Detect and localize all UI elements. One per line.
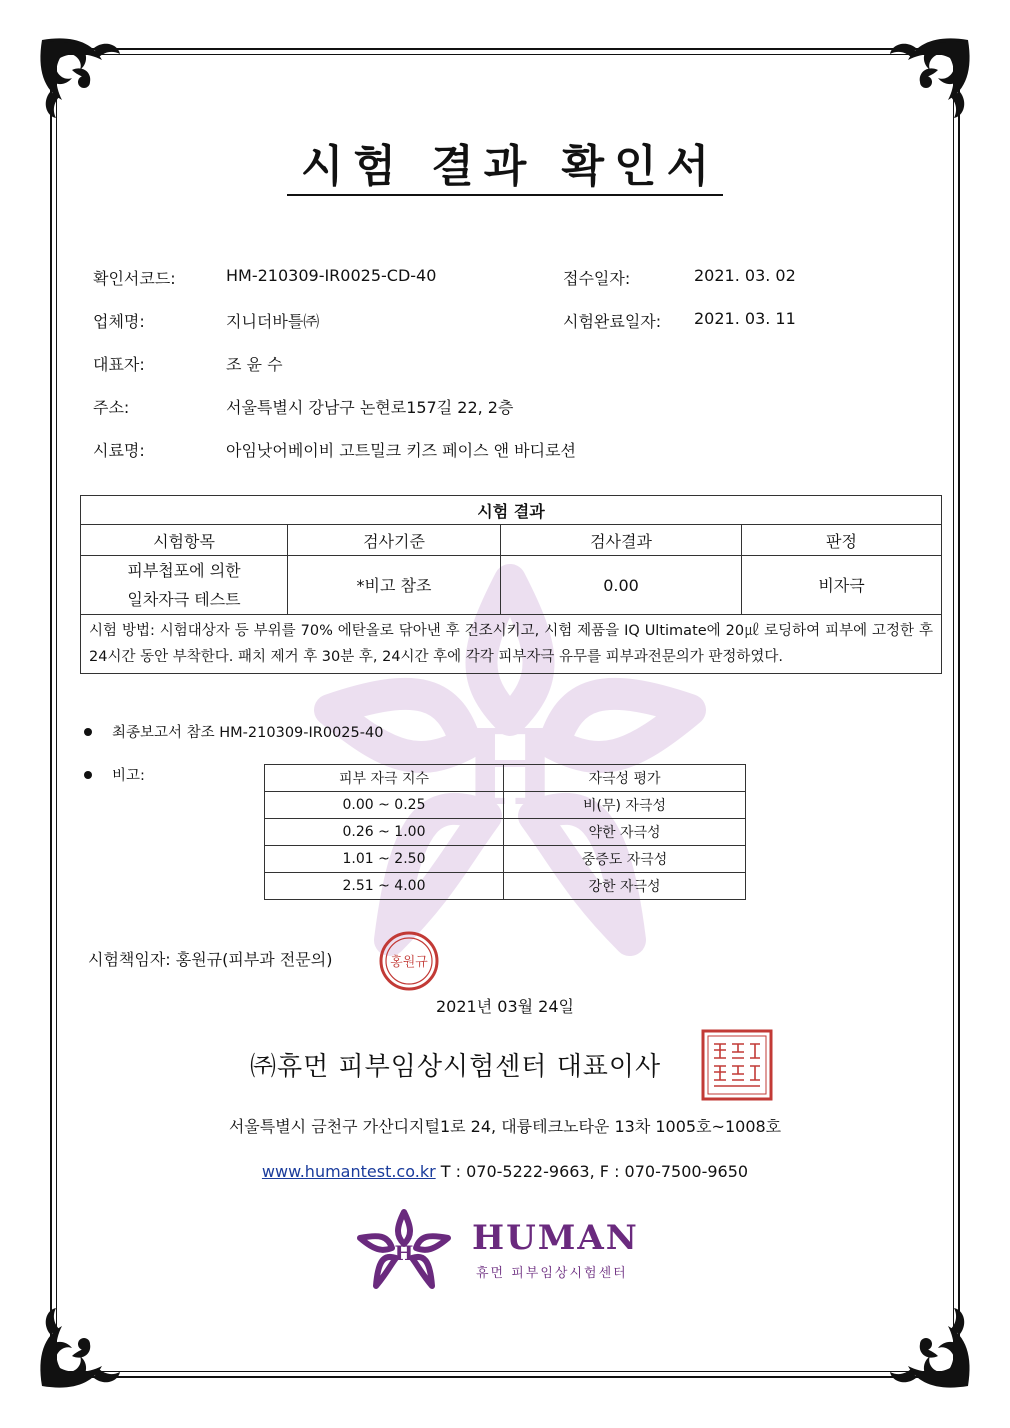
index-range: 1.01 ~ 2.50	[265, 846, 504, 873]
rep-label: 대표자:	[93, 355, 145, 374]
code-label: 확인서코드:	[93, 269, 176, 288]
receipt-value: 2021. 03. 02	[694, 266, 796, 285]
logo-subtitle: 휴먼 피부임상시험센터	[476, 1266, 628, 1281]
irritation-header: 피부 자극 지수	[265, 765, 504, 792]
company-value: 지니더바틀㈜	[226, 312, 320, 331]
bullet-icon	[84, 728, 92, 736]
company-logo	[340, 1208, 670, 1290]
index-range: 2.51 ~ 4.00	[265, 873, 504, 900]
corner-ornament-icon	[32, 1296, 132, 1396]
corner-ornament-icon	[878, 30, 978, 130]
sample-label: 시료명:	[93, 441, 145, 460]
test-method: 시험 방법: 시험대상자 등 부위를 70% 에탄올로 닦아낸 후 건조시키고, 시험 제품을 IQ Ultimate에 20㎕ 로딩하여 피부에 고정한 후 24시간 동안 부착한다. 패치 제거 후 30분 후, 24시간 후에 각각 피부자극 유무를 피부과전문의가 판정하였다.	[81, 615, 942, 674]
final-report-note: 최종보고서 참조 HM-210309-IR0025-40	[112, 725, 384, 741]
contact-line	[0, 1162, 1010, 1181]
remark-label: 비고:	[112, 768, 145, 784]
test-item-cell	[81, 556, 288, 615]
signature-seal-icon	[378, 930, 440, 992]
company-label: 업체명:	[93, 312, 145, 331]
seal1-text: 홍원규	[390, 955, 428, 970]
address-label: 주소:	[93, 398, 130, 417]
column-header: 시험항목	[81, 525, 288, 556]
result-cell: 0.00	[501, 556, 742, 615]
sample-value: 아임낫어베이비 고트밀크 키즈 페이스 앤 바디로션	[226, 441, 577, 460]
table-row	[265, 819, 746, 846]
company-seal-icon	[700, 1028, 774, 1102]
results-table	[80, 495, 942, 674]
organization-name: ㈜휴먼 피부임상시험센터 대표이사	[250, 1052, 662, 1082]
table-row	[265, 873, 746, 900]
website-link[interactable]: www.humantest.co.kr	[261, 1162, 436, 1181]
receipt-label: 접수일자:	[563, 269, 631, 288]
contact-phone-fax: T : 070-5222-9663, F : 070-7500-9650	[435, 1162, 749, 1181]
irritation-index-table	[264, 764, 746, 900]
corner-ornament-icon	[878, 1296, 978, 1396]
table-row	[265, 846, 746, 873]
table-row	[265, 792, 746, 819]
index-range: 0.26 ~ 1.00	[265, 819, 504, 846]
organization-address: 서울특별시 금천구 가산디지털1로 24, 대륭테크노타운 13차 1005호~1008호	[228, 1117, 782, 1136]
test-item-line: 일차자극 테스트	[127, 590, 241, 609]
test-item-line: 피부첩포에 의한	[127, 561, 241, 580]
column-header: 검사결과	[501, 525, 742, 556]
column-header: 판정	[742, 525, 942, 556]
svg-text:H: H	[460, 706, 560, 829]
bullet-icon	[84, 771, 92, 779]
corner-ornament-icon	[32, 30, 132, 130]
responsible-person: 시험책임자: 홍원규(피부과 전문의)	[88, 950, 333, 969]
criteria-cell: *비고 참조	[288, 556, 501, 615]
judgment-cell: 비자극	[742, 556, 942, 615]
irritation-level: 강한 자극성	[504, 873, 746, 900]
logo-text: HUMAN	[472, 1218, 639, 1258]
rep-value: 조 윤 수	[226, 355, 283, 374]
results-heading: 시험 결과	[81, 496, 942, 525]
document-title: 시험 결과 확인서	[0, 130, 1010, 194]
irritation-level: 중증도 자극성	[504, 846, 746, 873]
address-value: 서울특별시 강남구 논현로157길 22, 2층	[226, 398, 514, 417]
code-value: HM-210309-IR0025-CD-40	[226, 266, 437, 285]
svg-text:H: H	[394, 1241, 414, 1265]
logo-flower-icon	[354, 1208, 454, 1290]
irritation-header: 자극성 평가	[504, 765, 746, 792]
column-header: 검사기준	[288, 525, 501, 556]
irritation-level: 비(무) 자극성	[504, 792, 746, 819]
complete-label: 시험완료일자:	[563, 312, 662, 331]
issue-date: 2021년 03월 24일	[436, 997, 574, 1016]
complete-value: 2021. 03. 11	[694, 309, 796, 328]
irritation-level: 약한 자극성	[504, 819, 746, 846]
index-range: 0.00 ~ 0.25	[265, 792, 504, 819]
